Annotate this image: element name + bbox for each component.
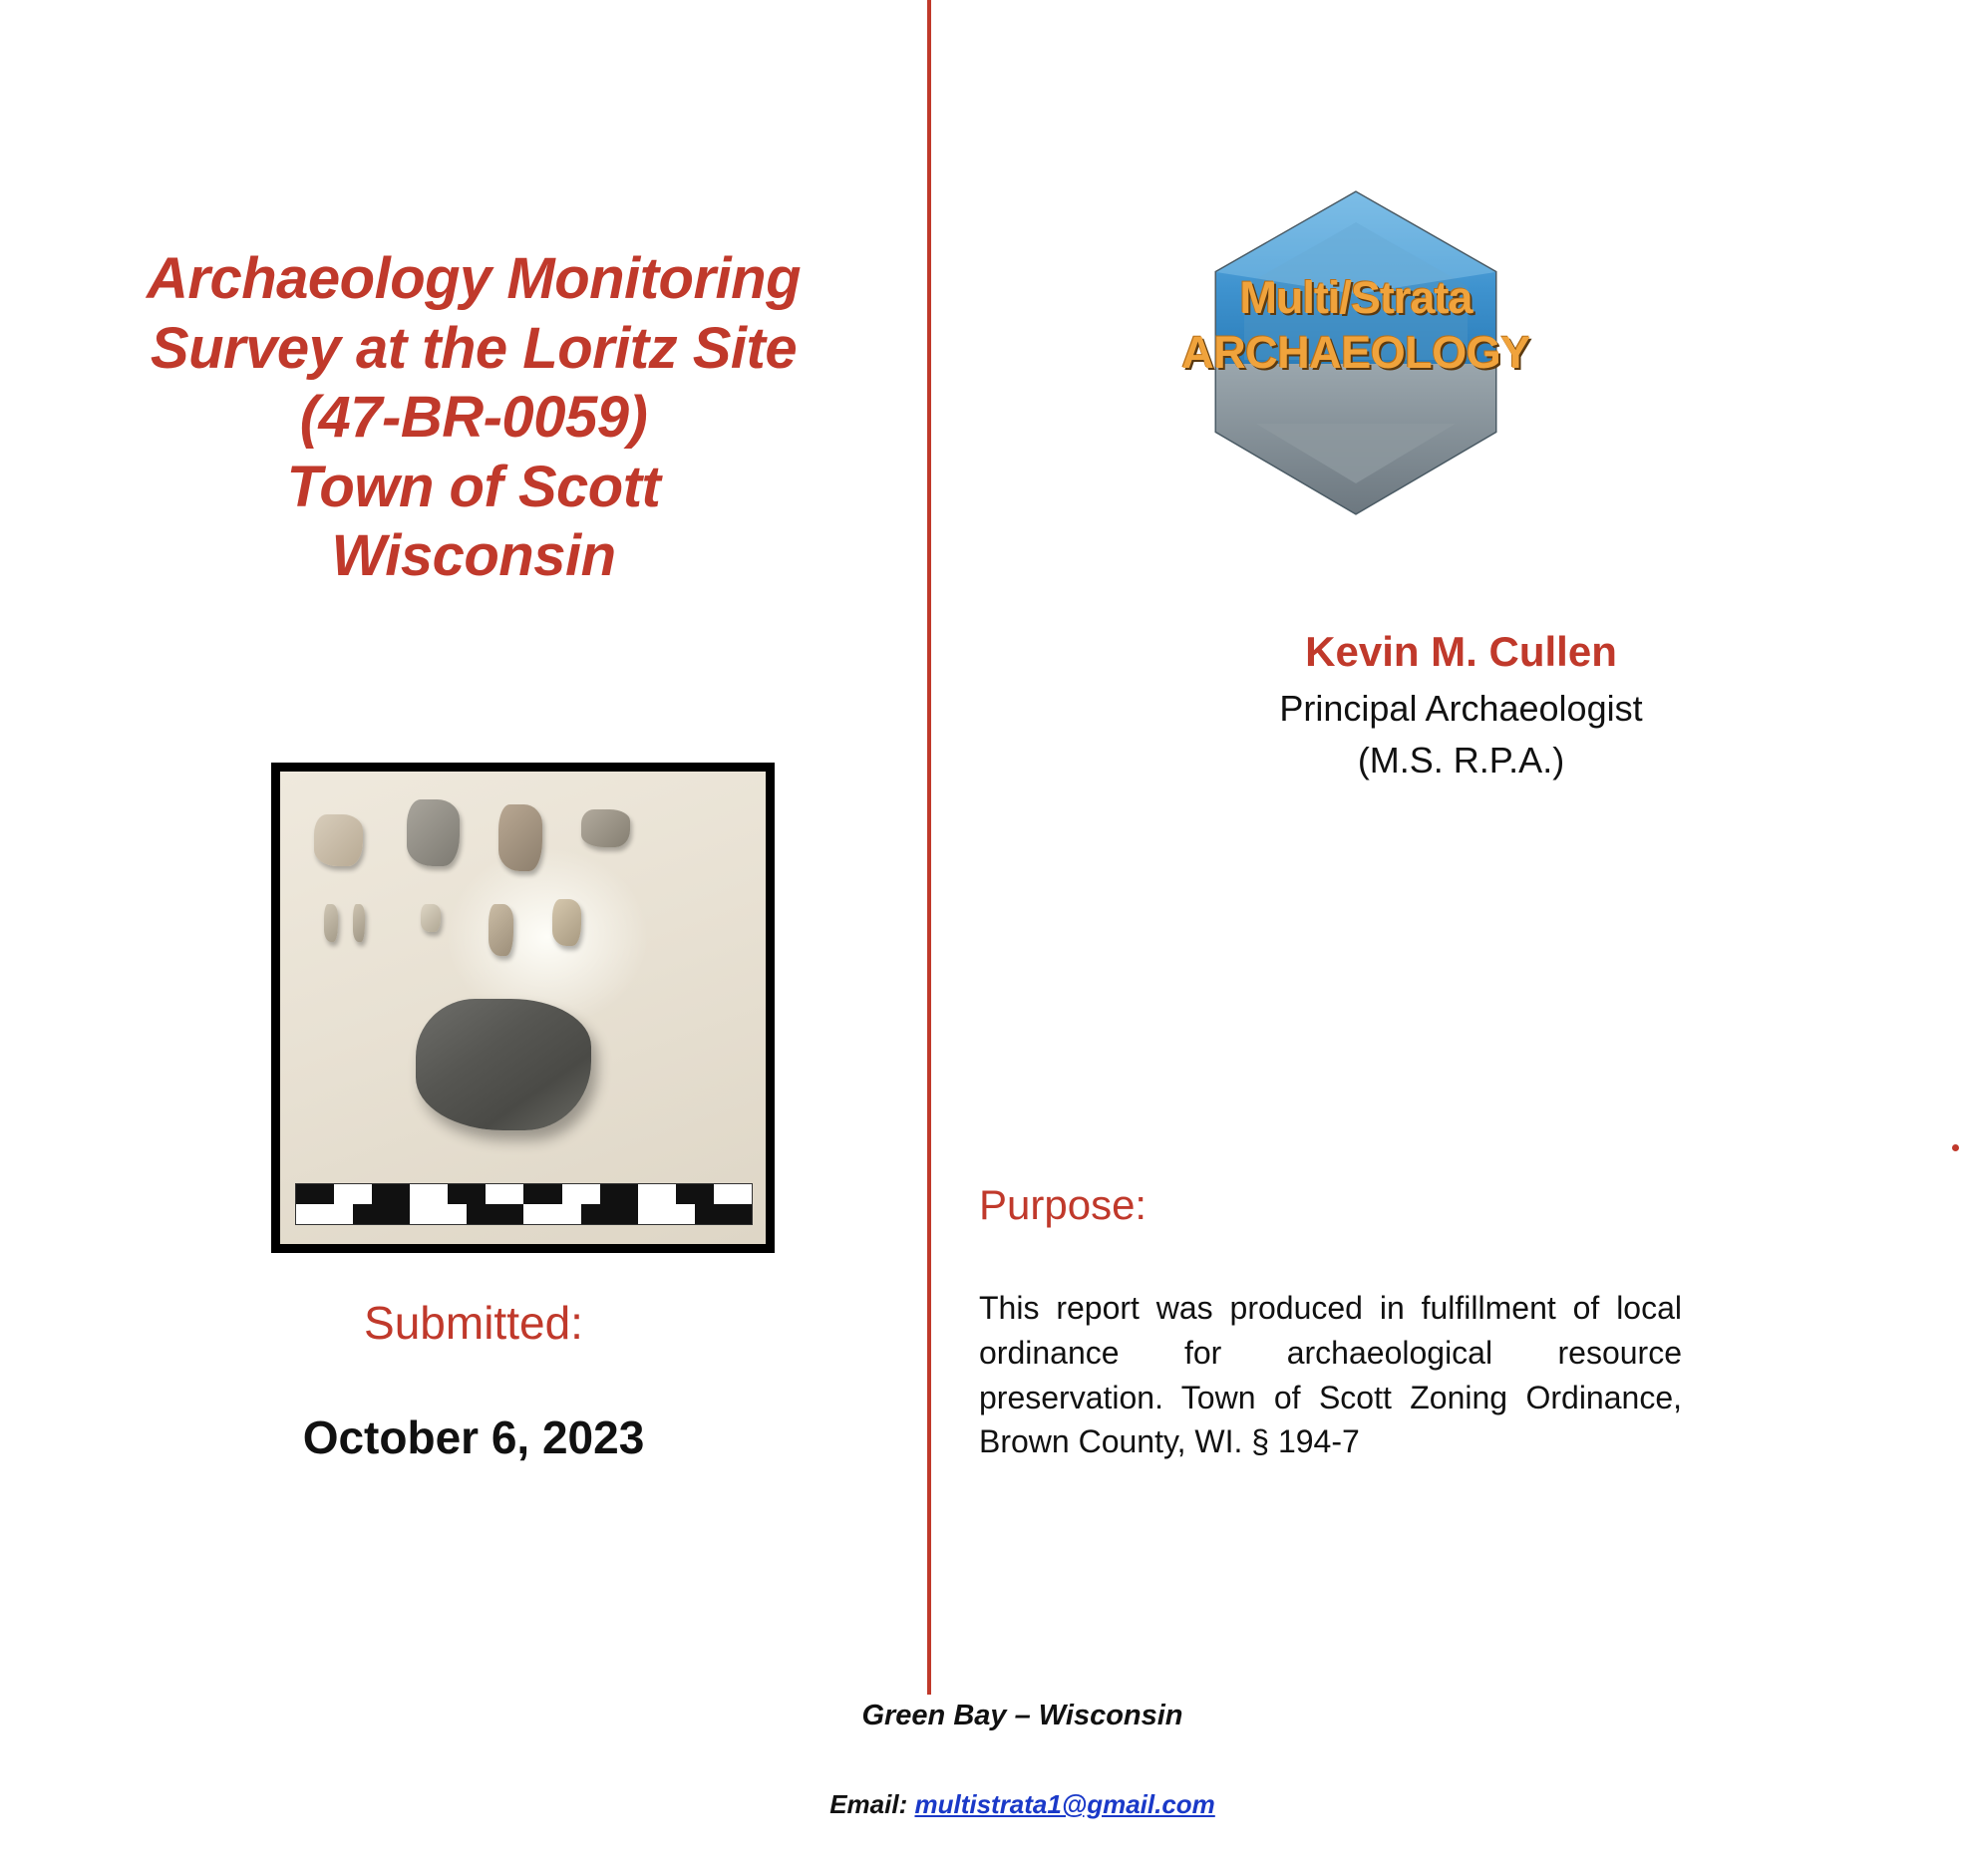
artifact-flake — [324, 904, 339, 942]
purpose-body: This report was produced in fulfillment of local ordinance for archaeological resource preservation. Town of Scott Zoning Ordinance, Brown County, WI. § 194-7 — [979, 1290, 1682, 1460]
left-column — [40, 0, 907, 1876]
title-line-1: Archaeology Monitoring — [147, 246, 801, 311]
page-title — [60, 244, 887, 591]
artifact-photo — [271, 763, 775, 1253]
footer-email-link[interactable]: multistrata1@gmail.com — [914, 1789, 1215, 1819]
artifact-flake — [552, 899, 581, 946]
company-logo — [1156, 184, 1555, 538]
purpose-heading: Purpose: — [979, 1181, 1147, 1228]
title-line-2: Survey at the Loritz Site — [150, 315, 798, 381]
artifact-flake — [314, 814, 363, 866]
title-line-4: Town of Scott — [286, 454, 661, 519]
footer-email-label: Email: — [829, 1789, 908, 1819]
scale-row-cm — [296, 1184, 753, 1204]
author-credentials: (M.S. R.P.A.) — [1357, 740, 1565, 781]
artifact-flake — [498, 804, 542, 870]
title-line-3: (47-BR-0059) — [299, 385, 648, 451]
submitted-label: Submitted: — [364, 1297, 583, 1349]
author-role: Principal Archaeologist — [1279, 688, 1643, 729]
artifact-flake — [353, 904, 365, 942]
artifact-flake — [407, 799, 461, 865]
logo-text-secondary: ARCHAEOLOGY — [1181, 327, 1530, 378]
footer-email — [0, 1789, 1965, 1820]
artifact-photo-image — [280, 772, 766, 1244]
artifact-flake — [489, 904, 512, 956]
artifact-groundstone — [416, 999, 590, 1131]
logo-text-primary: Multi/Strata — [1239, 272, 1473, 323]
right-column — [957, 0, 1965, 1876]
submitted-date: October 6, 2023 — [302, 1411, 645, 1463]
scale-row-inch — [296, 1204, 753, 1224]
artifact-flake — [421, 904, 440, 932]
photo-scale-bar — [295, 1183, 754, 1225]
footer-location: Green Bay – Wisconsin — [861, 1700, 1183, 1731]
author-name: Kevin M. Cullen — [1305, 628, 1617, 675]
artifact-flake — [581, 809, 630, 847]
vertical-divider — [927, 0, 931, 1695]
title-line-5: Wisconsin — [331, 523, 616, 589]
